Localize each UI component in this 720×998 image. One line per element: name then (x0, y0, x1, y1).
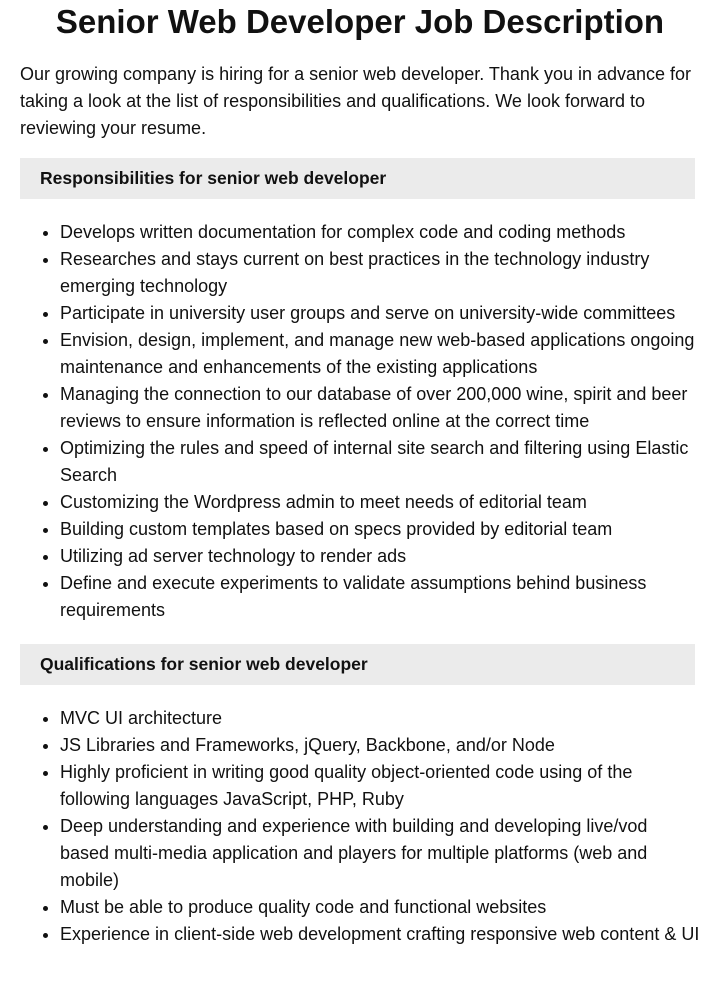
list-item: • Must be able to produce quality code and functional websites (60, 894, 700, 921)
list-item: • Researches and stays current on best practices in the technology industry emerging technology (60, 246, 700, 300)
list-item: • Optimizing the rules and speed of internal site search and filtering using Elastic Search (60, 435, 700, 489)
responsibilities-heading: Responsibilities for senior web developer (20, 158, 695, 199)
list-item: • Develops written documentation for complex code and coding methods (60, 219, 700, 246)
list-item: • Highly proficient in writing good quality object-oriented code using of the following languages JavaScript, PHP, Ruby (60, 759, 700, 813)
list-item: • Envision, design, implement, and manage new web-based applications ongoing maintenance and enhancements of the existing applications (60, 327, 700, 381)
list-item: • Experience in client-side web development crafting responsive web content & UI (60, 921, 700, 948)
list-item: • Define and execute experiments to validate assumptions behind business requirements (60, 570, 700, 624)
list-item: • MVC UI architecture (60, 705, 700, 732)
list-item: • Building custom templates based on specs provided by editorial team (60, 516, 700, 543)
list-item: • Managing the connection to our database of over 200,000 wine, spirit and beer reviews to ensure information is reflected online at the correct time (60, 381, 700, 435)
intro-paragraph: Our growing company is hiring for a senior web developer. Thank you in advance for taking a look at the list of responsibilities and qualifications. We look forward to reviewing your resume. (20, 64, 692, 138)
list-item: • Customizing the Wordpress admin to meet needs of editorial team (60, 489, 700, 516)
list-item: • Deep understanding and experience with building and developing live/vod based multi-media application and players for multiple platforms (web and mobile) (60, 813, 700, 894)
qualifications-list (20, 705, 700, 948)
responsibilities-list (20, 219, 700, 624)
list-item: • Utilizing ad server technology to render ads (60, 543, 700, 570)
qualifications-heading: Qualifications for senior web developer (20, 644, 695, 685)
page-title: Senior Web Developer Job Description (55, 3, 665, 40)
list-item: • JS Libraries and Frameworks, jQuery, Backbone, and/or Node (60, 732, 700, 759)
list-item: • Participate in university user groups and serve on university-wide committees (60, 300, 700, 327)
